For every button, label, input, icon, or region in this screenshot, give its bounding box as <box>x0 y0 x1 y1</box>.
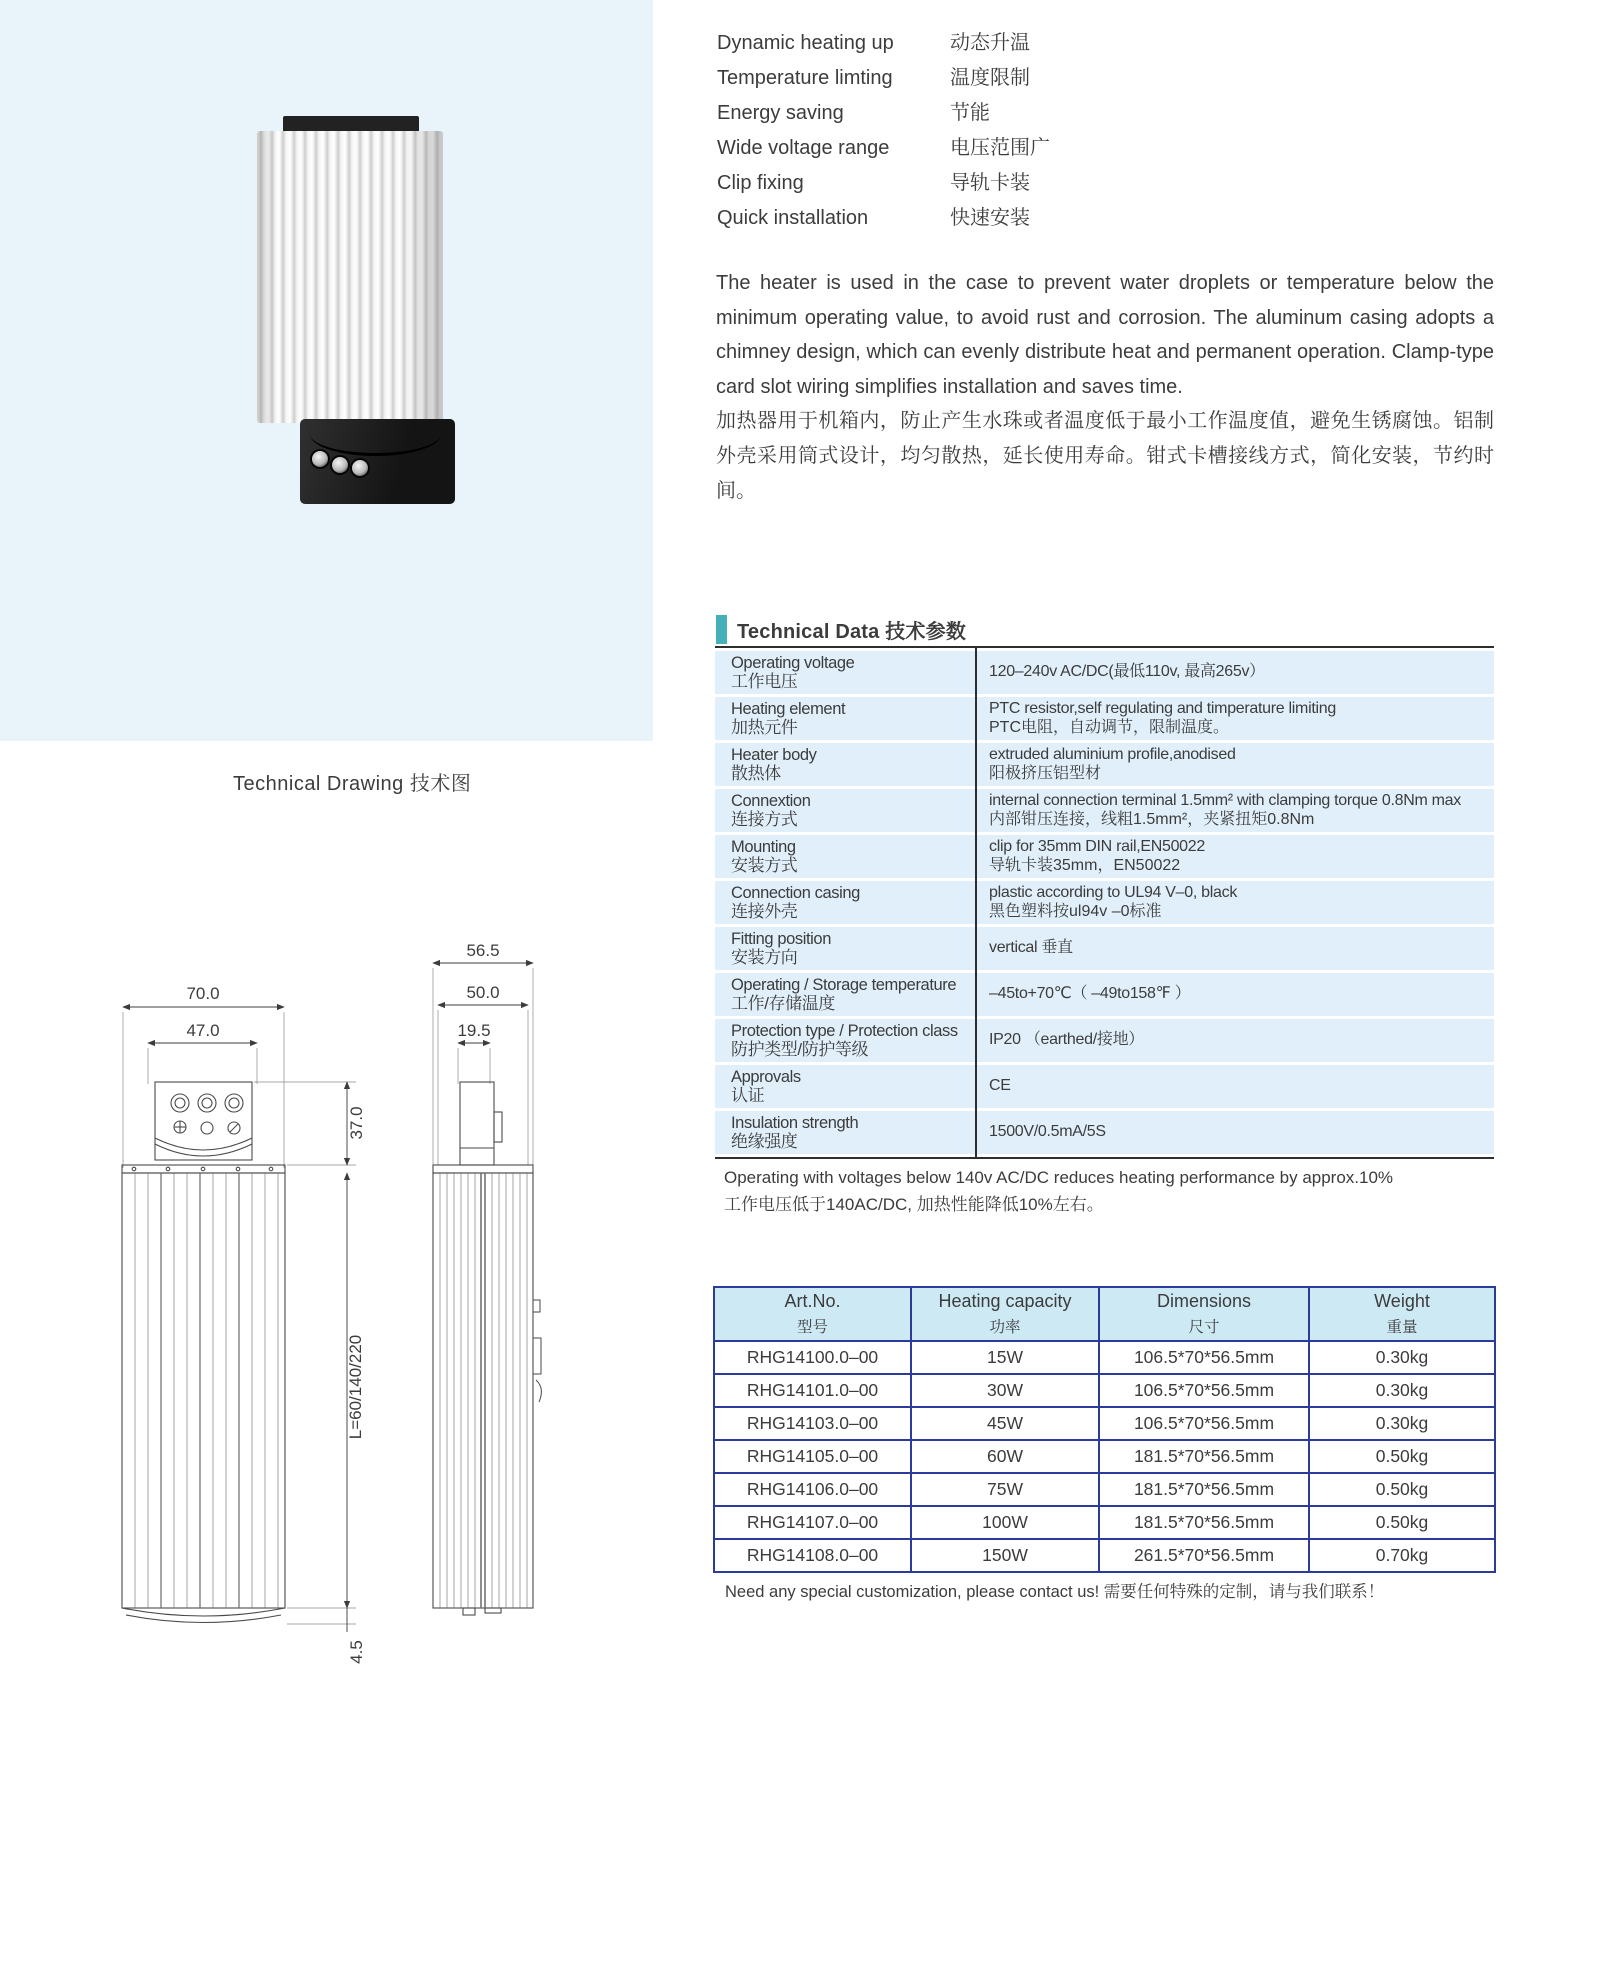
order-cell: 261.5*70*56.5mm <box>1099 1539 1309 1572</box>
tech-row-label <box>715 697 975 740</box>
product-photo-panel <box>0 0 653 741</box>
tech-label-en: Mounting <box>731 838 796 856</box>
tech-row-label <box>715 1019 975 1062</box>
order-cell: 150W <box>911 1539 1099 1572</box>
tech-row-value <box>975 651 1494 694</box>
order-cell: RHG14107.0–00 <box>714 1506 911 1539</box>
tech-label-zh: 防护类型/防护等级 <box>731 1039 869 1059</box>
tech-value-zh: PTC电阻，自动调节，限制温度。 <box>989 718 1230 736</box>
tech-row-label <box>715 835 975 878</box>
tech-label-en: Insulation strength <box>731 1114 859 1132</box>
technical-note-en: Operating with voltages below 140v AC/DC reduces heating performance by approx.10% <box>724 1168 1394 1187</box>
feature-label-zh: 电压范围广 <box>950 137 1050 159</box>
order-cell: 0.70kg <box>1309 1539 1495 1572</box>
terminal-screw-icon <box>312 451 328 467</box>
feature-label-en: Wide voltage range <box>717 137 890 159</box>
tech-value-en: 1500V/0.5mA/5S <box>989 1123 1106 1141</box>
order-cell: 181.5*70*56.5mm <box>1099 1440 1309 1473</box>
order-cell: 106.5*70*56.5mm <box>1099 1374 1309 1407</box>
feature-label-zh: 导轨卡装 <box>950 172 1030 194</box>
tech-value-en: –45to+70℃（ –49to158℉ ） <box>989 985 1191 1003</box>
feature-label-en: Clip fixing <box>717 172 804 194</box>
tech-label-en: Protection type / Protection class <box>731 1022 958 1040</box>
order-note: Need any special customization, please contact us! 需要任何特殊的定制，请与我们联系！ <box>725 1583 1385 1601</box>
tech-row-value <box>975 789 1494 832</box>
tech-label-en: Heater body <box>731 746 817 764</box>
tech-table-row <box>715 789 1494 832</box>
order-cell: 0.50kg <box>1309 1440 1495 1473</box>
technical-data-header <box>716 615 966 644</box>
feature-row <box>717 131 1050 166</box>
tech-row-value <box>975 927 1494 970</box>
heater-terminal-block <box>300 419 455 504</box>
technical-drawing <box>60 740 570 1700</box>
tech-table-row <box>715 651 1494 694</box>
order-cell: RHG14101.0–00 <box>714 1374 911 1407</box>
order-header-cell <box>1309 1287 1495 1341</box>
tech-value-en: internal connection terminal 1.5mm² with clamping torque 0.8Nm max <box>989 792 1461 809</box>
dim-length: L=60/140/220 <box>346 1334 365 1440</box>
terminal-block-arc <box>310 427 441 456</box>
feature-label-en: Dynamic heating up <box>717 32 894 54</box>
tech-value-zh: 导轨卡装35mm，EN50022 <box>989 856 1181 874</box>
side-view <box>433 1082 541 1615</box>
tech-label-en: Connextion <box>731 792 811 810</box>
order-cell: 181.5*70*56.5mm <box>1099 1506 1309 1539</box>
tech-row-value <box>975 881 1494 924</box>
tech-row-label <box>715 651 975 694</box>
tech-value-zh: 阳极挤压铝型材 <box>989 764 1102 782</box>
order-cell: 0.50kg <box>1309 1506 1495 1539</box>
order-row <box>714 1341 1495 1374</box>
dim-width-inner: 47.0 <box>186 1021 220 1040</box>
tech-row-value <box>975 973 1494 1016</box>
extension-lines <box>123 968 533 1624</box>
order-cell: 15W <box>911 1341 1099 1374</box>
tech-table-row <box>715 973 1494 1016</box>
accent-bar <box>716 615 727 644</box>
order-cell: 0.30kg <box>1309 1341 1495 1374</box>
order-header-zh: 重量 <box>1386 1319 1418 1336</box>
tech-label-en: Approvals <box>731 1068 801 1086</box>
tech-row-value <box>975 1065 1494 1108</box>
dim-depth-inner: 19.5 <box>457 1021 491 1040</box>
front-view-fins <box>135 1173 278 1608</box>
order-header-cell <box>911 1287 1099 1341</box>
order-row <box>714 1407 1495 1440</box>
tech-label-zh: 工作电压 <box>731 671 798 691</box>
tech-value-zh: 内部钳压连接，线粗1.5mm²，夹紧扭矩0.8Nm <box>989 810 1315 828</box>
order-cell: 181.5*70*56.5mm <box>1099 1473 1309 1506</box>
tech-label-en: Connection casing <box>731 884 860 902</box>
dimension-lines <box>123 963 533 1608</box>
tech-row-value <box>975 1111 1494 1154</box>
feature-row <box>717 61 1050 96</box>
order-header-cell <box>1099 1287 1309 1341</box>
order-header-row <box>714 1287 1495 1341</box>
drawing-caption: Technical Drawing 技术图 <box>233 773 472 795</box>
feature-label-zh: 快速安装 <box>950 207 1030 229</box>
order-table-body <box>714 1341 1495 1572</box>
tech-label-zh: 散热体 <box>731 763 781 783</box>
tech-table-row <box>715 881 1494 924</box>
tech-value-en: vertical 垂直 <box>989 939 1073 957</box>
tech-table-row <box>715 1065 1494 1108</box>
technical-data-title: Technical Data 技术参数 <box>737 621 967 643</box>
order-cell: RHG14108.0–00 <box>714 1539 911 1572</box>
order-header-en: Heating capacity <box>938 1291 1072 1311</box>
order-header-en: Weight <box>1374 1291 1430 1311</box>
dim-head-height: 37.0 <box>347 1106 366 1140</box>
tech-label-zh: 认证 <box>731 1085 765 1105</box>
tech-row-label <box>715 789 975 832</box>
tech-table-row <box>715 1111 1494 1154</box>
tech-row-label <box>715 743 975 786</box>
tech-label-zh: 绝缘强度 <box>731 1131 798 1151</box>
tech-row-label <box>715 881 975 924</box>
tech-value-en: clip for 35mm DIN rail,EN50022 <box>989 838 1205 855</box>
feature-label-zh: 温度限制 <box>950 67 1030 89</box>
feature-row <box>717 166 1050 201</box>
tech-label-zh: 连接方式 <box>731 809 798 829</box>
feature-label-en: Temperature limting <box>717 67 893 89</box>
order-header-zh: 尺寸 <box>1188 1319 1220 1336</box>
feature-label-en: Quick installation <box>717 207 869 229</box>
tech-value-en: IP20 （earthed/接地） <box>989 1031 1144 1049</box>
order-cell: 45W <box>911 1407 1099 1440</box>
tech-row-value <box>975 1019 1494 1062</box>
tech-value-en: PTC resistor,self regulating and timperature limiting <box>989 700 1336 717</box>
order-row <box>714 1440 1495 1473</box>
order-row <box>714 1374 1495 1407</box>
order-header-zh: 功率 <box>989 1319 1021 1336</box>
feature-row <box>717 96 1050 131</box>
tech-row-value <box>975 697 1494 740</box>
order-row <box>714 1539 1495 1572</box>
tech-label-en: Fitting position <box>731 930 831 948</box>
feature-row <box>717 26 1050 61</box>
order-cell: 0.30kg <box>1309 1407 1495 1440</box>
tech-row-label <box>715 973 975 1016</box>
tech-label-zh: 安装方式 <box>731 855 798 875</box>
order-cell: RHG14103.0–00 <box>714 1407 911 1440</box>
order-cell: 30W <box>911 1374 1099 1407</box>
dim-depth-outer: 56.5 <box>466 941 500 960</box>
tech-value-en: CE <box>989 1077 1011 1095</box>
order-cell: 100W <box>911 1506 1099 1539</box>
tech-value-en: extruded aluminium profile,anodised <box>989 746 1236 763</box>
tech-label-en: Heating element <box>731 700 846 718</box>
feature-label-zh: 动态升温 <box>950 32 1030 54</box>
tech-table-row <box>715 927 1494 970</box>
description-zh: 加热器用于机箱内，防止产生水珠或者温度低于最小工作温度值，避免生锈腐蚀。铝制外壳采用筒式设计，均匀散热，延长使用寿命。钳式卡槽接线方式，简化安装，节约时间。 <box>716 410 1494 502</box>
tech-label-zh: 加热元件 <box>731 717 798 737</box>
order-header-en: Art.No. <box>784 1291 841 1311</box>
tech-label-zh: 工作/存储温度 <box>731 993 835 1013</box>
order-cell: RHG14100.0–00 <box>714 1341 911 1374</box>
order-table-head <box>714 1287 1495 1341</box>
dim-depth-mid: 50.0 <box>466 983 500 1002</box>
heater-finned-body <box>257 131 443 423</box>
tech-label-zh: 连接外壳 <box>731 901 798 921</box>
order-header-cell <box>714 1287 911 1341</box>
tech-value-zh: 黑色塑料按ul94v –0标准 <box>989 902 1162 920</box>
technical-note <box>724 1164 1393 1218</box>
order-header-en: Dimensions <box>1156 1291 1252 1311</box>
tech-label-en: Operating / Storage temperature <box>731 976 957 994</box>
side-view-fins <box>440 1173 527 1608</box>
order-header-zh: 型号 <box>796 1319 828 1336</box>
front-view <box>122 1082 285 1623</box>
tech-row-label <box>715 1111 975 1154</box>
order-cell: 60W <box>911 1440 1099 1473</box>
order-cell: 0.30kg <box>1309 1374 1495 1407</box>
terminal-screw-icon <box>352 460 368 476</box>
tech-label-en: Operating voltage <box>731 654 855 672</box>
tech-row-label <box>715 927 975 970</box>
tech-label-zh: 安装方向 <box>731 947 798 967</box>
tech-row-value <box>975 743 1494 786</box>
tech-table-row <box>715 697 1494 740</box>
product-description <box>716 266 1494 508</box>
tech-value-en: 120–240v AC/DC(最低110v, 最高265v） <box>989 663 1265 681</box>
order-row <box>714 1506 1495 1539</box>
dim-foot: 4.5 <box>347 1640 366 1664</box>
feature-label-en: Energy saving <box>717 102 844 124</box>
description-en: The heater is used in the case to prevent water droplets or temperature below the minimum operating value, to avoid rust and corrosion. The aluminum casing adopts a chimney design, which can evenly distribute heat and permanent operation. Clamp-type card slot wiring simplifies installation and saves time. <box>716 272 1494 398</box>
tech-row-label <box>715 1065 975 1108</box>
feature-list <box>717 26 1050 236</box>
feature-row <box>717 201 1050 236</box>
order-cell: RHG14105.0–00 <box>714 1440 911 1473</box>
terminal-screw-icon <box>332 457 348 473</box>
tech-value-en: plastic according to UL94 V–0, black <box>989 884 1238 901</box>
order-cell: 0.50kg <box>1309 1473 1495 1506</box>
order-table <box>713 1286 1496 1573</box>
technical-note-zh: 工作电压低于140AC/DC, 加热性能降低10%左右。 <box>724 1195 1104 1214</box>
tech-table-row <box>715 835 1494 878</box>
technical-data-table <box>715 646 1494 1159</box>
order-cell: 106.5*70*56.5mm <box>1099 1407 1309 1440</box>
dim-width-outer: 70.0 <box>186 984 220 1003</box>
order-row <box>714 1473 1495 1506</box>
tech-row-value <box>975 835 1494 878</box>
tech-table-row <box>715 1019 1494 1062</box>
order-cell: 75W <box>911 1473 1099 1506</box>
order-cell: 106.5*70*56.5mm <box>1099 1341 1309 1374</box>
feature-label-zh: 节能 <box>950 102 990 124</box>
tech-table-row <box>715 743 1494 786</box>
order-cell: RHG14106.0–00 <box>714 1473 911 1506</box>
